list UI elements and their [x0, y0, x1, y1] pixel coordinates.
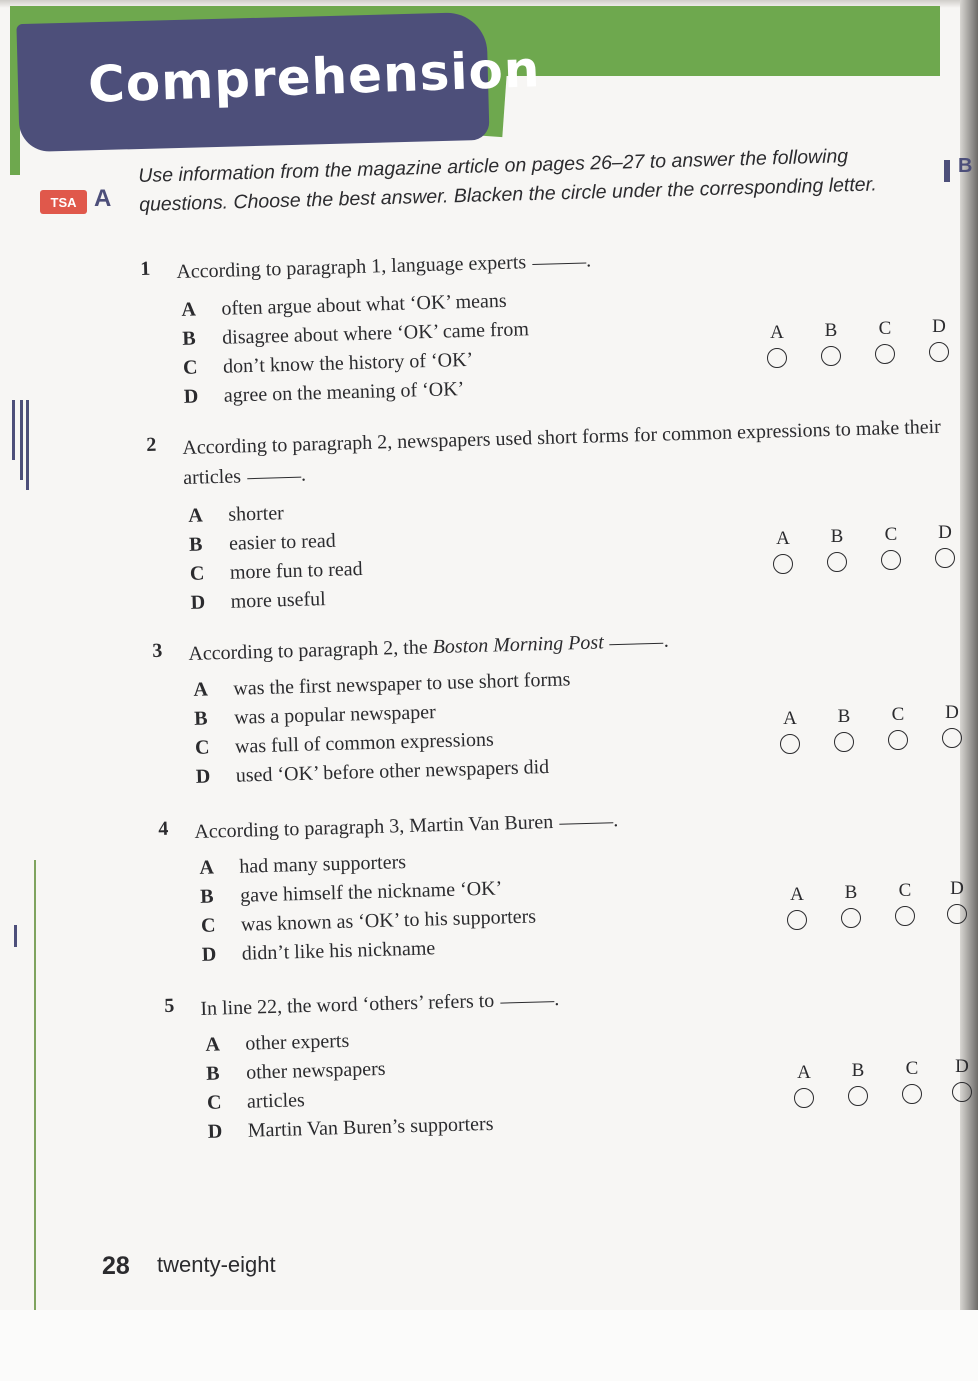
answer-b[interactable]: B	[822, 526, 852, 572]
answer-d[interactable]: D	[942, 878, 972, 924]
question-stem: According to paragraph 1, language experts .	[176, 249, 592, 283]
answer-grid-1	[762, 316, 962, 382]
option-d: D didn’t like his nickname	[201, 937, 436, 966]
left-margin-tick	[14, 925, 17, 947]
option-a: A was the first newspaper to use short forms	[193, 668, 571, 701]
answer-grid-3	[775, 702, 975, 768]
answer-d[interactable]: D	[947, 1056, 977, 1102]
answer-circle[interactable]	[952, 1082, 972, 1102]
option-a: A had many supporters	[199, 851, 407, 879]
option-d: D more useful	[190, 588, 326, 614]
answer-a[interactable]: A	[789, 1062, 819, 1108]
answer-circle[interactable]	[895, 906, 915, 926]
answer-b[interactable]: B	[836, 882, 866, 928]
page-bottom-margin	[0, 1310, 978, 1381]
answer-circle[interactable]	[881, 550, 901, 570]
answer-circle[interactable]	[935, 548, 955, 568]
left-margin-marks	[10, 400, 34, 490]
side-tab-letter: B	[958, 155, 973, 177]
page-binding-shadow	[960, 0, 978, 1381]
question-number: 1	[140, 257, 151, 280]
answer-a[interactable]: A	[762, 322, 792, 368]
answer-circle[interactable]	[888, 730, 908, 750]
answer-circle[interactable]	[841, 908, 861, 928]
answer-b[interactable]: B	[829, 706, 859, 752]
option-c: C more fun to read	[189, 558, 363, 585]
answer-b[interactable]: B	[816, 320, 846, 366]
question-1	[140, 236, 940, 408]
exercise-letter: A	[94, 185, 112, 212]
option-a: A other experts	[205, 1029, 350, 1056]
answer-a[interactable]: A	[782, 884, 812, 930]
answer-circle[interactable]	[902, 1084, 922, 1104]
page-number-word: twenty-eight	[157, 1252, 276, 1277]
option-d: D Martin Van Buren’s supporters	[207, 1112, 494, 1143]
answer-circle[interactable]	[773, 554, 793, 574]
option-c: C was full of common expressions	[194, 728, 495, 759]
question-stem: In line 22, the word ‘others’ refers to .	[200, 987, 560, 1020]
answer-circle[interactable]	[848, 1086, 868, 1106]
option-b: B was a popular newspaper	[193, 701, 437, 730]
answer-grid-2	[768, 522, 968, 588]
exercise-instruction: Use information from the magazine article on pages 26–27 to answer the following questions. Choose the best answer. Blacken the circle under the corresponding letter.	[138, 145, 878, 216]
option-c: C articles	[206, 1089, 306, 1114]
answer-c[interactable]: C	[897, 1058, 927, 1104]
answer-d[interactable]: D	[930, 522, 960, 568]
answer-a[interactable]: A	[775, 708, 805, 754]
answer-circle[interactable]	[875, 344, 895, 364]
answer-circle[interactable]	[780, 734, 800, 754]
answer-grid-4	[782, 878, 978, 944]
answer-d[interactable]: D	[924, 316, 954, 362]
question-5	[164, 973, 964, 1143]
question-number: 5	[164, 994, 175, 1017]
question-number: 4	[158, 817, 169, 840]
answer-circle[interactable]	[834, 732, 854, 752]
option-b: B disagree about where ‘OK’ came from	[181, 318, 530, 350]
option-c: C was known as ‘OK’ to his supporters	[200, 905, 537, 937]
question-number: 3	[152, 639, 163, 662]
answer-circle[interactable]	[821, 346, 841, 366]
answer-circle[interactable]	[767, 348, 787, 368]
side-tab-bar	[944, 160, 950, 182]
option-a: A often argue about what ‘OK’ means	[181, 289, 507, 321]
left-edge-line	[34, 860, 36, 1310]
answer-circle[interactable]	[787, 910, 807, 930]
answer-circle[interactable]	[947, 904, 967, 924]
answer-b[interactable]: B	[843, 1060, 873, 1106]
question-stem: According to paragraph 3, Martin Van Buren .	[194, 809, 619, 843]
answer-c[interactable]: C	[890, 880, 920, 926]
option-b: B other newspapers	[205, 1057, 386, 1085]
tsa-badge: TSA	[40, 190, 87, 214]
question-4	[158, 796, 958, 966]
section-title: Comprehension	[87, 40, 542, 114]
option-b: B easier to read	[188, 529, 336, 556]
question-stem: According to paragraph 2, newspapers used short forms for common expressions to make their articles .	[182, 415, 942, 489]
option-c: C don’t know the history of ‘OK’	[182, 348, 474, 379]
answer-c[interactable]: C	[870, 318, 900, 364]
answer-circle[interactable]	[929, 342, 949, 362]
option-b: B gave himself the nickname ‘OK’	[199, 877, 503, 908]
answer-circle[interactable]	[794, 1088, 814, 1108]
answer-grid-5	[789, 1056, 978, 1122]
answer-d[interactable]: D	[937, 702, 967, 748]
answer-a[interactable]: A	[768, 528, 798, 574]
answer-c[interactable]: C	[876, 524, 906, 570]
answer-circle[interactable]	[942, 728, 962, 748]
option-d: D agree on the meaning of ‘OK’	[183, 378, 465, 408]
question-number: 2	[146, 433, 157, 456]
page-number: 28	[102, 1252, 130, 1280]
answer-c[interactable]: C	[883, 704, 913, 750]
question-stem: According to paragraph 2, the Boston Morning Post .	[188, 629, 670, 665]
question-2	[146, 412, 946, 614]
option-d: D used ‘OK’ before other newspapers did	[195, 755, 550, 788]
question-3	[152, 618, 952, 788]
option-a: A shorter	[187, 502, 285, 527]
answer-circle[interactable]	[827, 552, 847, 572]
